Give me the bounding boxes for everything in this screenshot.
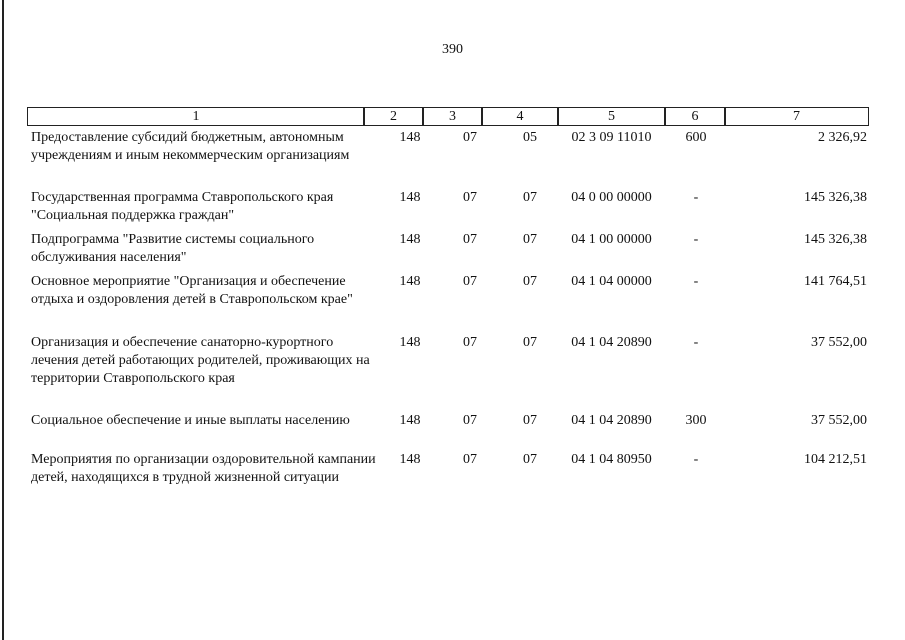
- row-col-4: 07: [523, 190, 537, 205]
- row-col-3: 07: [463, 335, 477, 350]
- page-number: 390: [442, 42, 463, 57]
- row-amount: 2 326,92: [818, 130, 867, 145]
- row-col-5: 02 3 09 11010: [571, 130, 652, 145]
- row-col-3: 07: [463, 274, 477, 289]
- row-col-2: 148: [399, 274, 421, 289]
- row-amount: 145 326,38: [804, 190, 867, 205]
- row-col-5: 04 1 04 20890: [571, 413, 652, 428]
- row-col-6: 300: [685, 413, 707, 428]
- row-col-6: 600: [685, 130, 707, 145]
- row-col-2: 148: [399, 232, 421, 247]
- row-amount: 37 552,00: [811, 335, 867, 350]
- column-header-6: 6: [664, 107, 726, 126]
- row-col-4: 05: [523, 130, 537, 145]
- column-header-4: 4: [481, 107, 559, 126]
- row-col-6: -: [693, 190, 699, 205]
- column-header-5: 5: [557, 107, 666, 126]
- row-col-4: 07: [523, 413, 537, 428]
- row-col-4: 07: [523, 274, 537, 289]
- row-col-3: 07: [463, 413, 477, 428]
- row-col-6: -: [693, 232, 699, 247]
- row-description: Основное мероприятие "Организация и обеспечение отдыха и оздоровления детей в Ставропольском крае": [31, 274, 353, 307]
- row-col-4: 07: [523, 335, 537, 350]
- row-description: Организация и обеспечение санаторно-курортного лечения детей работающих родителей, проживающих на территории Ставропольского края: [31, 335, 370, 386]
- row-col-6: -: [693, 274, 699, 289]
- row-col-2: 148: [399, 335, 421, 350]
- row-col-5: 04 0 00 00000: [571, 190, 652, 205]
- row-col-3: 07: [463, 190, 477, 205]
- row-col-2: 148: [399, 413, 421, 428]
- row-description: Государственная программа Ставропольского края "Социальная поддержка граждан": [31, 190, 334, 223]
- row-description: Социальное обеспечение и иные выплаты населению: [31, 413, 350, 428]
- row-col-5: 04 1 04 00000: [571, 274, 652, 289]
- table-header: [27, 107, 869, 126]
- row-amount: 141 764,51: [804, 274, 867, 289]
- row-col-4: 07: [523, 232, 537, 247]
- row-amount: 145 326,38: [804, 232, 867, 247]
- row-col-5: 04 1 04 80950: [571, 452, 652, 467]
- row-col-2: 148: [399, 130, 421, 145]
- column-header-3: 3: [422, 107, 483, 126]
- column-header-1: 1: [27, 107, 365, 126]
- row-col-3: 07: [463, 130, 477, 145]
- row-col-4: 07: [523, 452, 537, 467]
- row-amount: 37 552,00: [811, 413, 867, 428]
- row-col-5: 04 1 04 20890: [571, 335, 652, 350]
- row-col-6: -: [693, 452, 699, 467]
- row-col-2: 148: [399, 190, 421, 205]
- row-description: Подпрограмма "Развитие системы социального обслуживания населения": [31, 232, 315, 265]
- column-header-7: 7: [724, 107, 869, 126]
- row-col-5: 04 1 00 00000: [571, 232, 652, 247]
- column-header-2: 2: [363, 107, 424, 126]
- row-description: Предоставление субсидий бюджетным, автономным учреждениям и иным некоммерческим организациям: [31, 130, 350, 163]
- row-amount: 104 212,51: [804, 452, 867, 467]
- row-description: Мероприятия по организации оздоровительной кампании детей, находящихся в трудной жизненной ситуации: [31, 452, 376, 485]
- row-col-6: -: [693, 335, 699, 350]
- row-col-2: 148: [399, 452, 421, 467]
- page-left-edge: [2, 0, 4, 640]
- row-col-3: 07: [463, 232, 477, 247]
- row-col-3: 07: [463, 452, 477, 467]
